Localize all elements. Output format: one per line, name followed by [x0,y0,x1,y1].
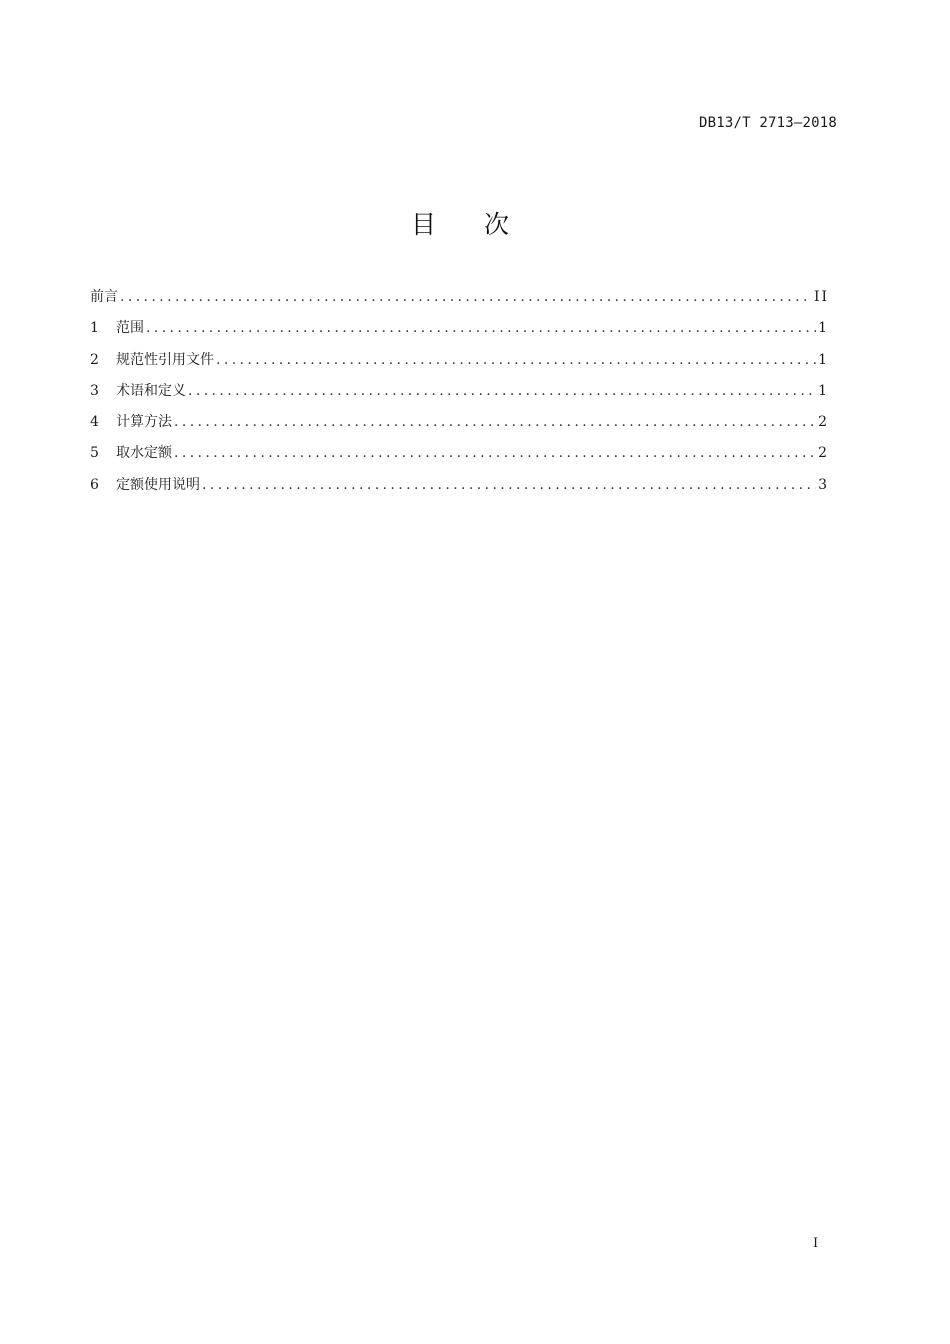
toc-heading: 目次 [410,210,557,239]
toc-entry-quota-usage-notes[interactable] [90,474,829,505]
toc-entry-page: 1 [818,320,829,337]
toc-entry-normative-references[interactable] [90,349,829,380]
toc-leader-dots [146,317,816,339]
document-code: DB13/T 2713—2018 [698,115,837,131]
table-of-contents [90,286,829,505]
toc-entry-water-quota[interactable] [90,442,829,473]
toc-entry-label: 计算方法 [116,414,172,431]
toc-entry-number: 4 [90,414,99,431]
toc-entry-number: 6 [90,476,99,493]
toc-entry-page: 1 [818,351,829,368]
toc-entry-foreword[interactable] [90,286,829,317]
toc-entry-number: 2 [90,351,99,368]
toc-entry-label: 前言 [90,289,118,305]
toc-entry-label: 规范性引用文件 [116,351,214,368]
toc-entry-number: 5 [90,445,99,462]
toc-leader-dots [174,442,816,464]
toc-leader-dots [188,380,816,402]
toc-entry-label: 术语和定义 [116,382,186,399]
toc-leader-dots [174,411,816,433]
toc-entry-page: 2 [818,445,829,462]
toc-entry-page: II [813,289,829,305]
toc-leader-dots [216,349,816,371]
toc-entry-page: 3 [818,476,829,493]
toc-entry-page: 2 [818,414,829,431]
toc-leader-dots [202,474,816,496]
page-number: I [813,1236,819,1251]
toc-entry-label: 定额使用说明 [116,476,200,493]
toc-entry-number: 1 [90,320,99,337]
toc-entry-label: 取水定额 [116,445,172,462]
toc-leader-dots [120,286,812,308]
toc-entry-page: 1 [818,382,829,399]
toc-entry-label: 范围 [116,320,144,337]
toc-entry-scope[interactable] [90,317,829,348]
toc-entry-number: 3 [90,382,99,399]
toc-entry-calculation-method[interactable] [90,411,829,442]
toc-entry-terms-definitions[interactable] [90,380,829,411]
